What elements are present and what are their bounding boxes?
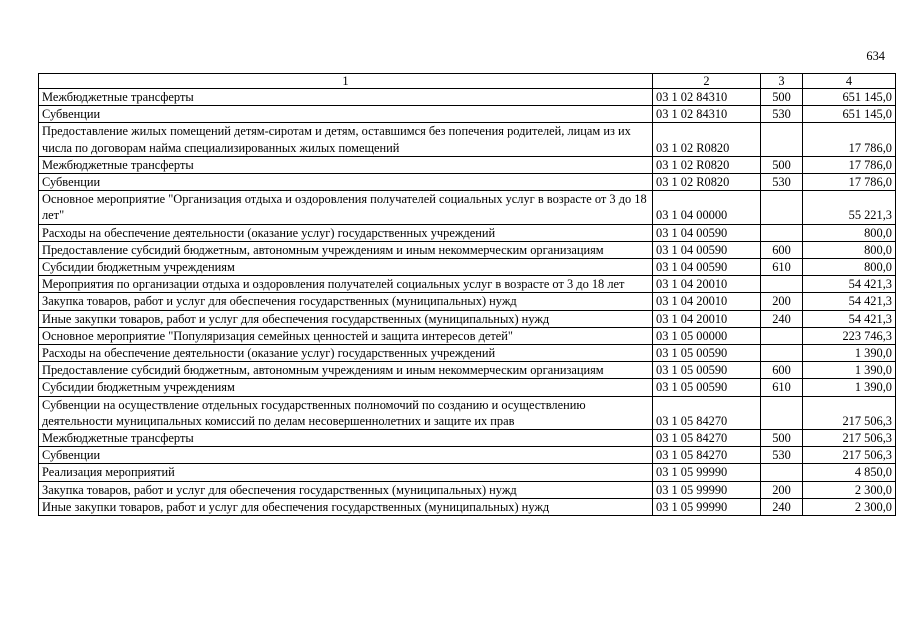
row-type-cell: 500: [761, 89, 803, 106]
budget-table: [38, 73, 896, 516]
row-type-cell: [761, 345, 803, 362]
row-sum-cell: 800,0: [803, 224, 896, 241]
row-type-cell: 200: [761, 481, 803, 498]
table-row: [39, 396, 896, 429]
row-sum-cell: 55 221,3: [803, 191, 896, 224]
row-sum-cell: 800,0: [803, 259, 896, 276]
row-type-cell: 610: [761, 259, 803, 276]
row-type-cell: [761, 276, 803, 293]
row-name-cell: Субсидии бюджетным учреждениям: [39, 379, 653, 396]
row-name-cell: Иные закупки товаров, работ и услуг для обеспечения государственных (муниципальных) нужд: [39, 498, 653, 515]
row-sum-cell: 1 390,0: [803, 379, 896, 396]
row-code-cell: 03 1 02 R0820: [653, 174, 761, 191]
row-code-cell: 03 1 04 20010: [653, 293, 761, 310]
row-code-cell: 03 1 05 99990: [653, 464, 761, 481]
row-type-cell: 200: [761, 293, 803, 310]
table-row: [39, 379, 896, 396]
header-col-4: 4: [803, 74, 896, 89]
row-sum-cell: 2 300,0: [803, 498, 896, 515]
row-sum-cell: 54 421,3: [803, 276, 896, 293]
row-name-cell: Реализация мероприятий: [39, 464, 653, 481]
row-type-cell: 600: [761, 362, 803, 379]
row-sum-cell: 217 506,3: [803, 447, 896, 464]
row-code-cell: 03 1 05 00590: [653, 362, 761, 379]
table-row: [39, 224, 896, 241]
row-type-cell: 530: [761, 447, 803, 464]
row-sum-cell: 223 746,3: [803, 327, 896, 344]
table-row: [39, 156, 896, 173]
row-type-cell: 530: [761, 174, 803, 191]
row-code-cell: 03 1 05 84270: [653, 447, 761, 464]
row-name-cell: Субвенции: [39, 447, 653, 464]
row-name-cell: Субвенции: [39, 174, 653, 191]
row-code-cell: 03 1 05 84270: [653, 396, 761, 429]
row-name-cell: Мероприятия по организации отдыха и оздоровления получателей социальных услуг в возрасте от 3 до 18 лет: [39, 276, 653, 293]
row-type-cell: 500: [761, 156, 803, 173]
row-type-cell: 610: [761, 379, 803, 396]
row-name-cell: Предоставление субсидий бюджетным, автономным учреждениям и иным некоммерческим организациям: [39, 362, 653, 379]
row-sum-cell: 4 850,0: [803, 464, 896, 481]
table-row: [39, 327, 896, 344]
row-code-cell: 03 1 04 20010: [653, 310, 761, 327]
row-type-cell: [761, 327, 803, 344]
table-row: [39, 276, 896, 293]
row-name-cell: Закупка товаров, работ и услуг для обеспечения государственных (муниципальных) нужд: [39, 293, 653, 310]
row-name-cell: Субвенции на осуществление отдельных государственных полномочий по созданию и осуществлению деятельности муниципальных комиссий по делам несовершеннолетних и защите их прав: [39, 396, 653, 429]
row-sum-cell: 217 506,3: [803, 430, 896, 447]
row-code-cell: 03 1 04 00590: [653, 241, 761, 258]
row-sum-cell: 17 786,0: [803, 123, 896, 156]
row-type-cell: 530: [761, 106, 803, 123]
row-name-cell: Основное мероприятие "Популяризация семейных ценностей и защита интересов детей": [39, 327, 653, 344]
row-name-cell: Расходы на обеспечение деятельности (оказание услуг) государственных учреждений: [39, 224, 653, 241]
row-sum-cell: 1 390,0: [803, 362, 896, 379]
row-sum-cell: 217 506,3: [803, 396, 896, 429]
row-type-cell: [761, 224, 803, 241]
row-code-cell: 03 1 05 00590: [653, 379, 761, 396]
row-sum-cell: 651 145,0: [803, 106, 896, 123]
row-sum-cell: 651 145,0: [803, 89, 896, 106]
table-row: [39, 106, 896, 123]
row-code-cell: 03 1 02 R0820: [653, 156, 761, 173]
table-row: [39, 310, 896, 327]
table-row: [39, 293, 896, 310]
row-code-cell: 03 1 04 00590: [653, 224, 761, 241]
page-number: 634: [866, 49, 885, 63]
row-code-cell: 03 1 02 84310: [653, 89, 761, 106]
table-header-row: [39, 74, 896, 89]
table-row: [39, 191, 896, 224]
row-sum-cell: 800,0: [803, 241, 896, 258]
row-name-cell: Межбюджетные трансферты: [39, 430, 653, 447]
row-type-cell: [761, 464, 803, 481]
row-type-cell: [761, 191, 803, 224]
table-row: [39, 362, 896, 379]
row-sum-cell: 54 421,3: [803, 293, 896, 310]
row-type-cell: 500: [761, 430, 803, 447]
row-name-cell: Субвенции: [39, 106, 653, 123]
row-name-cell: Иные закупки товаров, работ и услуг для обеспечения государственных (муниципальных) нужд: [39, 310, 653, 327]
row-code-cell: 03 1 02 R0820: [653, 123, 761, 156]
table-row: [39, 498, 896, 515]
row-type-cell: 240: [761, 310, 803, 327]
row-type-cell: 600: [761, 241, 803, 258]
row-sum-cell: 17 786,0: [803, 156, 896, 173]
table-row: [39, 447, 896, 464]
header-col-3: 3: [761, 74, 803, 89]
row-type-cell: 240: [761, 498, 803, 515]
row-code-cell: 03 1 02 84310: [653, 106, 761, 123]
row-name-cell: Межбюджетные трансферты: [39, 156, 653, 173]
row-code-cell: 03 1 05 99990: [653, 498, 761, 515]
row-name-cell: Субсидии бюджетным учреждениям: [39, 259, 653, 276]
row-sum-cell: 1 390,0: [803, 345, 896, 362]
table-row: [39, 174, 896, 191]
header-col-2: 2: [653, 74, 761, 89]
table-row: [39, 430, 896, 447]
row-type-cell: [761, 123, 803, 156]
table-row: [39, 345, 896, 362]
row-sum-cell: 17 786,0: [803, 174, 896, 191]
table-row: [39, 241, 896, 258]
row-name-cell: Закупка товаров, работ и услуг для обеспечения государственных (муниципальных) нужд: [39, 481, 653, 498]
row-sum-cell: 54 421,3: [803, 310, 896, 327]
row-type-cell: [761, 396, 803, 429]
table-row: [39, 89, 896, 106]
row-code-cell: 03 1 05 99990: [653, 481, 761, 498]
table-row: [39, 259, 896, 276]
row-name-cell: Основное мероприятие "Организация отдыха и оздоровления получателей социальных услуг в возрасте от 3 до 18 лет": [39, 191, 653, 224]
row-code-cell: 03 1 04 20010: [653, 276, 761, 293]
row-code-cell: 03 1 05 00000: [653, 327, 761, 344]
row-code-cell: 03 1 04 00590: [653, 259, 761, 276]
row-code-cell: 03 1 05 84270: [653, 430, 761, 447]
table-row: [39, 481, 896, 498]
row-code-cell: 03 1 04 00000: [653, 191, 761, 224]
table-row: [39, 464, 896, 481]
row-name-cell: Межбюджетные трансферты: [39, 89, 653, 106]
header-col-1: 1: [39, 74, 653, 89]
row-code-cell: 03 1 05 00590: [653, 345, 761, 362]
row-name-cell: Предоставление субсидий бюджетным, автономным учреждениям и иным некоммерческим организациям: [39, 241, 653, 258]
row-sum-cell: 2 300,0: [803, 481, 896, 498]
row-name-cell: Предоставление жилых помещений детям-сиротам и детям, оставшимся без попечения родителей, лицам из их числа по договорам найма специализированных жилых помещений: [39, 123, 653, 156]
table-row: [39, 123, 896, 156]
row-name-cell: Расходы на обеспечение деятельности (оказание услуг) государственных учреждений: [39, 345, 653, 362]
